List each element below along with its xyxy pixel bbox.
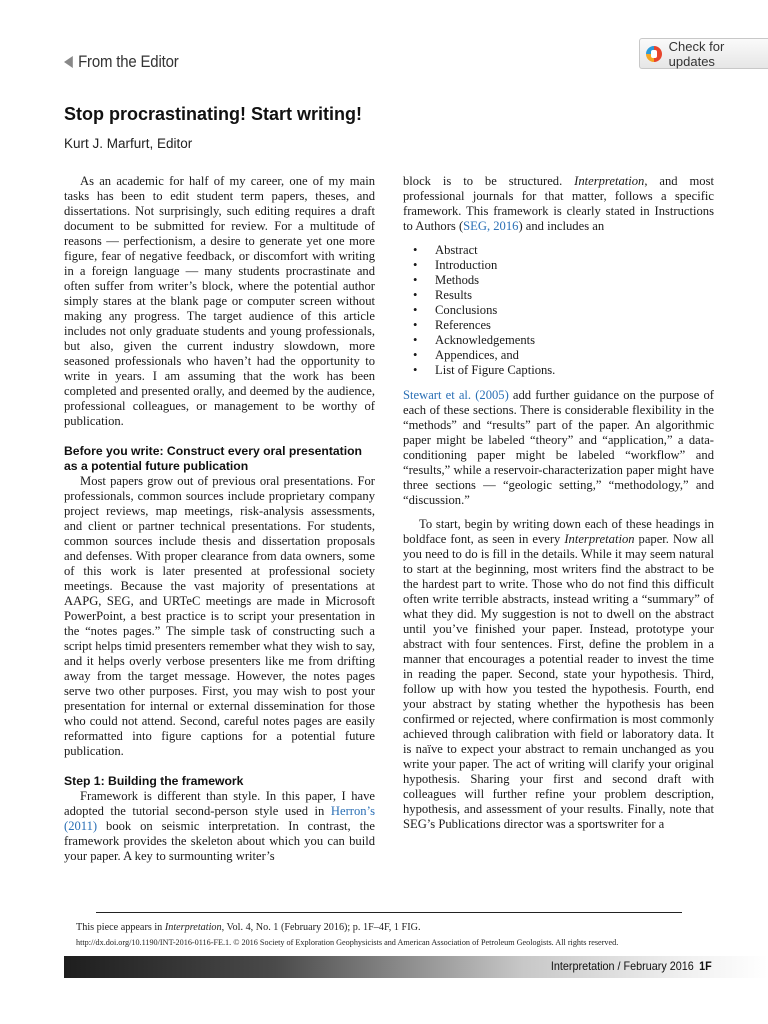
check-for-updates-label: Check for updates [668,38,725,69]
text-run: add further guidance on the purpose of each of these sections. There is considerable flexibility in the “methods” and “results” part of the paper. An algorithmic paper might be labeled “theory” and “application,” a data-conditioning paper might be labeled “workflow” and “results,” while a reservoir-characterization paper might have three sections — “geologic setting,” “methodology,” and “discussion.” [403,388,714,507]
paragraph [403,388,714,508]
section-heading: Step 1: Building the framework [64,774,244,788]
list-item: • Results [403,288,714,303]
list-item: • Conclusions [403,303,714,318]
paragraph [403,517,714,832]
crossmark-icon [646,46,662,62]
section-label [64,52,179,72]
text-run: ) and includes an [518,219,605,233]
page-number: 1F [699,959,712,973]
text-run: book on seismic interpretation. In contrast, the framework provides the skeleton about which you can build your paper. A key to surmounting writer’s [64,819,375,863]
list-item: • Appendices, and [403,348,714,363]
section-label-text: From the Editor [78,52,179,71]
footnote [76,922,421,933]
paragraph [64,789,375,864]
doi-line[interactable]: http://dx.doi.org/10.1190/INT-2016-0116-FE.1. © 2016 Society of Exploration Geophysicists and American Association of Petroleum Geologists. All rights reserved. [76,938,619,947]
footnote-divider [96,912,682,913]
list-item: • Abstract [403,243,714,258]
journal-name: Interpretation [164,922,222,933]
journal-name: Interpretation [564,532,635,546]
article-title: Stop procrastinating! Start writing! [64,104,363,124]
list-item: • Methods [403,273,714,288]
right-column [403,174,714,832]
left-column [64,174,375,864]
text-run: block is to be structured. [403,174,575,188]
text-run: This piece appears in [76,922,165,933]
paragraph: As an academic for half of my career, one of my main tasks has been to edit student term papers, theses, and dissertations. Not surprisingly, such editing requires a draft document to be submitted for review. For a multitude of reasons — perfectionism, a desire to generate yet one more figure, fear of negative feedback, or discomfort with writing in a foreign language — many students procrastinate and often suffer from writer’s block, where the potential author simply stares at the blank page or computer screen without making any progress. The target audience of this article includes not only graduate students and young professionals, but also, given the current industry slowdown, more seasoned professionals who haven’t had the opportunity to write in years. I am assuming that the work has been completed and presented orally, and deemed by the audience, professional colleagues, or management to be worthy of publication. [64,174,375,428]
section-list [403,243,714,378]
text-run: , Vol. 4, No. 1 (February 2016); p. 1F–4F, 1 FIG. [221,922,421,933]
text-run: Framework is different than style. In this paper, I have adopted the tutorial second-person style used in [64,789,375,818]
triangle-left-icon [64,56,73,68]
list-item: • Introduction [403,258,714,273]
article-author: Kurt J. Marfurt, Editor [64,136,193,151]
text-run: To start, begin by writing down each of these headings in boldface font, as seen in every [403,517,714,546]
citation-link[interactable]: SEG, 2016 [463,219,519,233]
text-run: , and most professional journals for that matter, follows a specific framework. This framework is clearly stated in Instructions to Authors ( [403,174,714,233]
paragraph [403,174,714,234]
list-item: • References [403,318,714,333]
list-item: • List of Figure Captions. [403,363,714,378]
section-heading: Before you write: Construct every oral presentation as a potential future publication [64,444,362,473]
citation-link[interactable]: Stewart et al. (2005) [403,388,509,402]
check-for-updates-button[interactable] [639,38,768,69]
citation-link[interactable]: Herron’s (2011) [64,804,375,833]
footer-journal [551,959,712,973]
footer-journal-name: Interpretation / February 2016 [551,959,694,973]
list-item: • Acknowledgements [403,333,714,348]
text-run: paper. Now all you need to do is fill in the details. While it may seem natural to start at the beginning, most writers find the abstract to be the hardest part to write. Those who do not find this difficult often write terrible abstracts, instead writing a “summary” of what they did. My suggestion is not to dwell on the abstract until you’ve finished your paper. Instead, prototype your abstract with four sentences. First, define the problem in a manner that encourages a potential reader to invest the time in reading the paper. Second, state your hypothesis. Third, follow up with how you tested the hypothesis. Fourth, end your abstract by stating whether the hypothesis has been confirmed or rejected, where confirmation is most commonly achieved through calibration with field or laboratory data. It is naïve to expect your abstract to remain unchanged as you write your paper. The act of writing will clarify your original hypothesis. Sharing your first and second draft with colleagues will further refine your problem description, hypothesis, and assessment of your results. Finally, note that SEG’s Publications director was a sportswriter for a [403,532,714,831]
paragraph: Most papers grow out of previous oral presentations. For professionals, common sources include proprietary company project reviews, map meetings, risk-analysis assessments, and client or partner technical presentations. For students, common sources include thesis and dissertation proposals and defenses. With proper clearance from data owners, some of this work is later presented at professional society meetings. Because the vast majority of presentations at AAPG, SEG, and URTeC meetings are made in Microsoft PowerPoint, a best practice is to script your presentation in the “notes pages.” The simple task of constructing such a script helps timid presenters remember what they wish to say, and it helps overly verbose presenters like me from drifting away from the target message. However, the notes pages serve two other purposes. First, you may wish to post your presentation for internal or external dissemination for those who could not attend. Second, careful notes pages are easily reformatted into figure captions for a potential future publication. [64,474,375,758]
journal-name: Interpretation [574,174,645,188]
